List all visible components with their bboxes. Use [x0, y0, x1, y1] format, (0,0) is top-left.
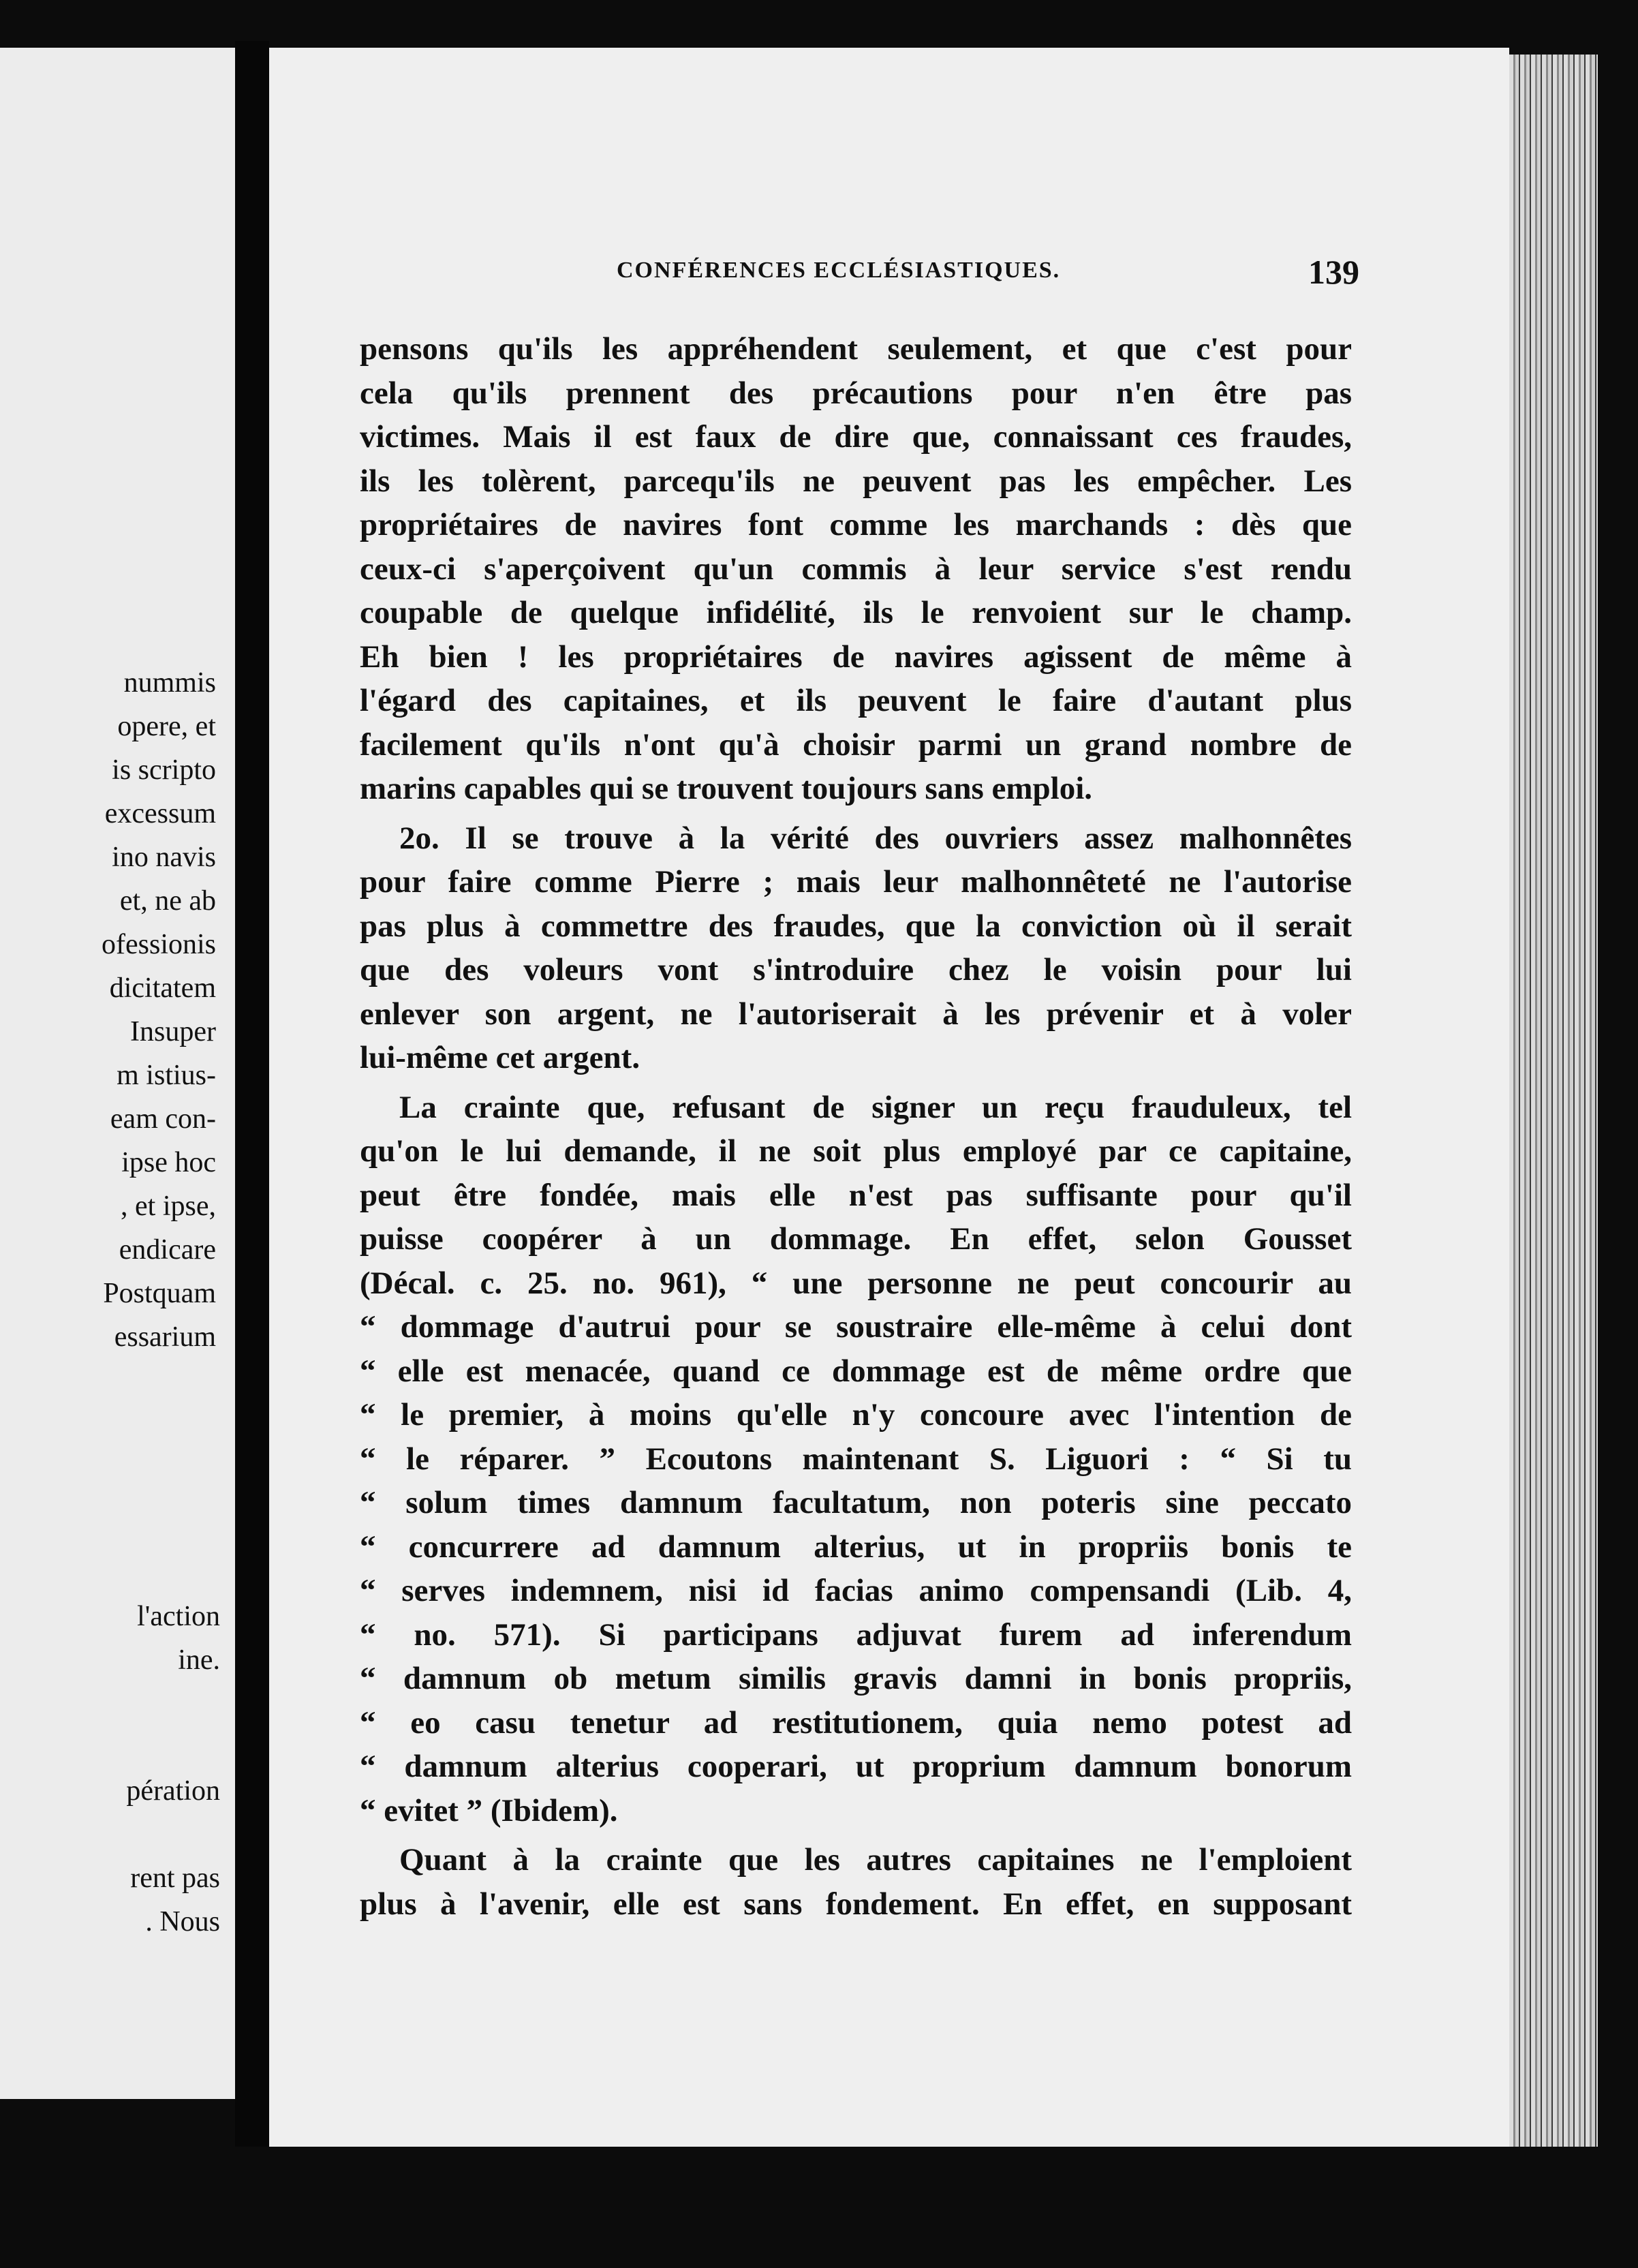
text-line: victimes. Mais il est faux de dire que, connaissant ces fraudes, — [360, 419, 1352, 455]
text-line: “ eo casu tenetur ad restitutionem, quia nemo potest ad — [360, 1704, 1352, 1741]
left-page-line: eam con- — [110, 1103, 216, 1135]
text-line: peut être fondée, mais elle n'est pas suffisante pour qu'il — [360, 1177, 1352, 1213]
left-page-line: , et ipse, — [121, 1191, 216, 1222]
paragraph-gap — [360, 1080, 1352, 1086]
text-line: “ solum times damnum facultatum, non poteris sine peccato — [360, 1485, 1352, 1520]
text-line: (Décal. c. 25. no. 961), “ une personne ne peut concourir au — [360, 1265, 1352, 1301]
text-line: pensons qu'ils les appréhendent seulement, et que c'est pour — [360, 331, 1352, 367]
page-number: 139 — [1308, 253, 1359, 291]
left-page-line — [0, 1682, 220, 1726]
text-line: qu'on le lui demande, il ne soit plus employé par ce capitaine, — [360, 1133, 1352, 1169]
left-page-line: ino navis — [112, 842, 216, 873]
text-line: “ damnum ob metum similis gravis damni in bonis propriis, — [360, 1661, 1352, 1696]
left-page-line: nummis — [123, 667, 216, 699]
left-page-text-fragments-lower — [0, 1595, 220, 1944]
left-page-line — [0, 1813, 220, 1856]
left-page-line: essarium — [114, 1321, 216, 1353]
text-line: propriétaires de navires font comme les marchands : dès que — [360, 507, 1352, 542]
left-page-line: dicitatem — [109, 972, 216, 1004]
text-line: 2o. Il se trouve à la vérité des ouvriers assez malhonnêtes — [399, 820, 1352, 856]
text-line: “ concurrere ad damnum alterius, ut in propriis bonis te — [360, 1529, 1352, 1565]
left-page — [0, 48, 235, 2099]
left-page-line: ine. — [178, 1644, 220, 1676]
text-line: “ elle est menacée, quand ce dommage est de même ordre que — [360, 1353, 1352, 1389]
text-line: que des voleurs vont s'introduire chez le voisin pour lui — [360, 952, 1352, 987]
text-line: coupable de quelque infidélité, ils le renvoient sur le champ. — [360, 595, 1352, 630]
text-line: ceux-ci s'aperçoivent qu'un commis à leur service s'est rendu — [360, 551, 1352, 587]
left-page-line: pération — [126, 1775, 220, 1807]
left-page-line: excessum — [104, 798, 216, 829]
text-line: Quant à la crainte que les autres capitaines ne l'emploient — [399, 1842, 1352, 1878]
text-line: “ evitet ” (Ibidem). — [360, 1792, 618, 1828]
book-gutter — [235, 41, 269, 2147]
left-page-line: rent pas — [130, 1863, 220, 1894]
running-head: CONFÉRENCES ECCLÉSIASTIQUES. — [617, 258, 1061, 283]
text-line: Eh bien ! les propriétaires de navires agissent de même à — [360, 639, 1352, 675]
text-line: pour faire comme Pierre ; mais leur malhonnêteté ne l'autorise — [360, 864, 1352, 900]
text-line: l'égard des capitaines, et ils peuvent le faire d'autant plus — [360, 683, 1352, 718]
text-line: pas plus à commettre des fraudes, que la conviction où il serait — [360, 908, 1352, 944]
page-header — [354, 252, 1359, 293]
text-line: “ serves indemnem, nisi id facias animo compensandi (Lib. 4, — [360, 1573, 1352, 1608]
text-line: “ damnum alterius cooperari, ut proprium damnum bonorum — [360, 1749, 1352, 1784]
text-line: marins capables qui se trouvent toujours sans emploi. — [360, 771, 1093, 806]
text-line: “ no. 571). Si participans adjuvat furem ad inferendum — [360, 1616, 1352, 1653]
text-line: plus à l'avenir, elle est sans fondement. En effet, en supposant — [360, 1886, 1352, 1922]
text-line: “ le réparer. ” Ecoutons maintenant S. Liguori : “ Si tu — [360, 1441, 1352, 1477]
left-page-line: opere, et — [117, 711, 216, 742]
text-line: facilement qu'ils n'ont qu'à choisir parmi un grand nombre de — [360, 726, 1352, 763]
text-line: “ dommage d'autrui pour se soustraire elle-même à celui dont — [360, 1309, 1352, 1345]
left-page-line: . Nous — [145, 1906, 220, 1937]
text-line: ils les tolèrent, parcequ'ils ne peuvent pas les empêcher. Les — [360, 463, 1352, 499]
left-page-text-fragments — [0, 661, 216, 1359]
text-line: puisse coopérer à un dommage. En effet, selon Gousset — [360, 1221, 1352, 1257]
text-line: La crainte que, refusant de signer un reçu frauduleux, tel — [399, 1089, 1352, 1125]
left-page-line: ipse hoc — [121, 1147, 216, 1178]
left-page-line: endicare — [119, 1234, 216, 1266]
left-page-line: is scripto — [112, 754, 216, 786]
left-page-line: ofessionis — [102, 929, 216, 960]
text-line: enlever son argent, ne l'autoriserait à les prévenir et à voler — [360, 996, 1352, 1032]
page-edges — [1509, 55, 1598, 2147]
left-page-line: m istius- — [117, 1060, 216, 1091]
body-text — [360, 327, 1352, 1926]
left-page-line — [0, 1726, 220, 1769]
text-line: “ le premier, à moins qu'elle n'y concoure avec l'intention de — [360, 1397, 1352, 1432]
paragraph-gap — [360, 811, 1352, 816]
paragraph-gap — [360, 1833, 1352, 1838]
text-line: lui-même cet argent. — [360, 1040, 640, 1075]
left-page-line: Postquam — [103, 1278, 216, 1309]
left-page-line: l'action — [137, 1601, 220, 1632]
left-page-line: et, ne ab — [119, 885, 216, 917]
text-line: cela qu'ils prennent des précautions pour n'en être pas — [360, 375, 1352, 411]
left-page-line: Insuper — [130, 1016, 216, 1047]
